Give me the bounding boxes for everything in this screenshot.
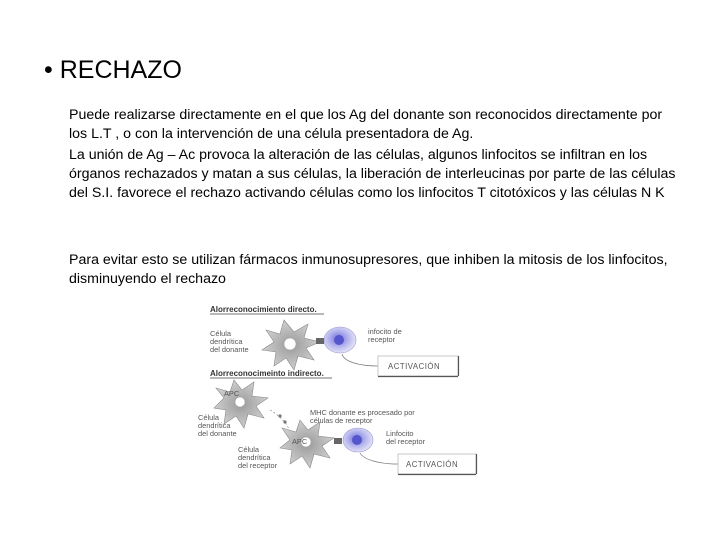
indirect-donor-label-1: Célula (198, 413, 219, 422)
paragraph-direct-indirect: Puede realizarse directamente en el que los Ag del donante son reconocidos directamente por los L.T , o con la intervención de una célula presentadora de Ag. (69, 107, 663, 142)
indirect-apc-label: APC (292, 437, 308, 446)
direct-lymphocyte-label-1: infocito de (368, 327, 402, 336)
indirect-apc-top-label: APC (224, 389, 240, 398)
indirect-lymphocyte-label-1: Linfocito (386, 429, 414, 438)
indirect-lymphocyte-label-2: del receptor (386, 437, 426, 446)
direct-donor-label-1: Célula (210, 329, 231, 338)
paragraph-ag-ac-union: La unión de Ag – Ac provoca la alteración de las células, algunos linfocitos se infiltran en los órganos rechazados y matan a sus células, la liberación de interleucinas por parte de las células del S.I. favorece el rechazo activando células como los linfocitos T citotóxicos y las células N K (69, 147, 676, 201)
title-text: RECHAZO (59, 56, 182, 84)
direct-activation-box (378, 356, 459, 377)
receptor-lymphocyte-icon (316, 327, 356, 353)
mhc-processed-label-2: células de receptor (310, 416, 373, 425)
slide-title (44, 55, 182, 85)
paragraph-immunosuppressants: Para evitar esto se utilizan fármacos inmunosupresores, que inhiben la mitosis de los linfocitos, disminuyendo el rechazo (69, 252, 668, 287)
receptor-cell-label-2: dendrítica (238, 453, 271, 462)
allorecognition-diagram (184, 298, 480, 480)
direct-donor-label-3: del donante (210, 345, 249, 354)
mhc-processed-label-1: MHC donante es procesado por (310, 408, 415, 417)
direct-lymphocyte-label-2: receptor (368, 335, 396, 344)
indirect-activation-label: ACTIVACIÓN (406, 460, 459, 469)
direct-heading: Alorreconocimiento directo. (210, 305, 317, 314)
receptor-cell-label-1: Célula (238, 445, 259, 454)
donor-dendritic-cell-icon (262, 320, 320, 370)
indirect-receptor-lymphocyte-icon (334, 428, 373, 452)
indirect-donor-label-3: del donante (198, 429, 237, 438)
indirect-donor-label-2: dendrítica (198, 421, 231, 430)
indirect-activation-box (398, 454, 477, 475)
indirect-heading: Alorreconocimeinto indirecto. (210, 369, 324, 378)
direct-donor-label-2: dendrítica (210, 337, 243, 346)
receptor-cell-label-3: del receptor (238, 461, 278, 470)
direct-activation-label: ACTIVACIÓN (388, 362, 441, 371)
bullet: • (44, 56, 53, 84)
